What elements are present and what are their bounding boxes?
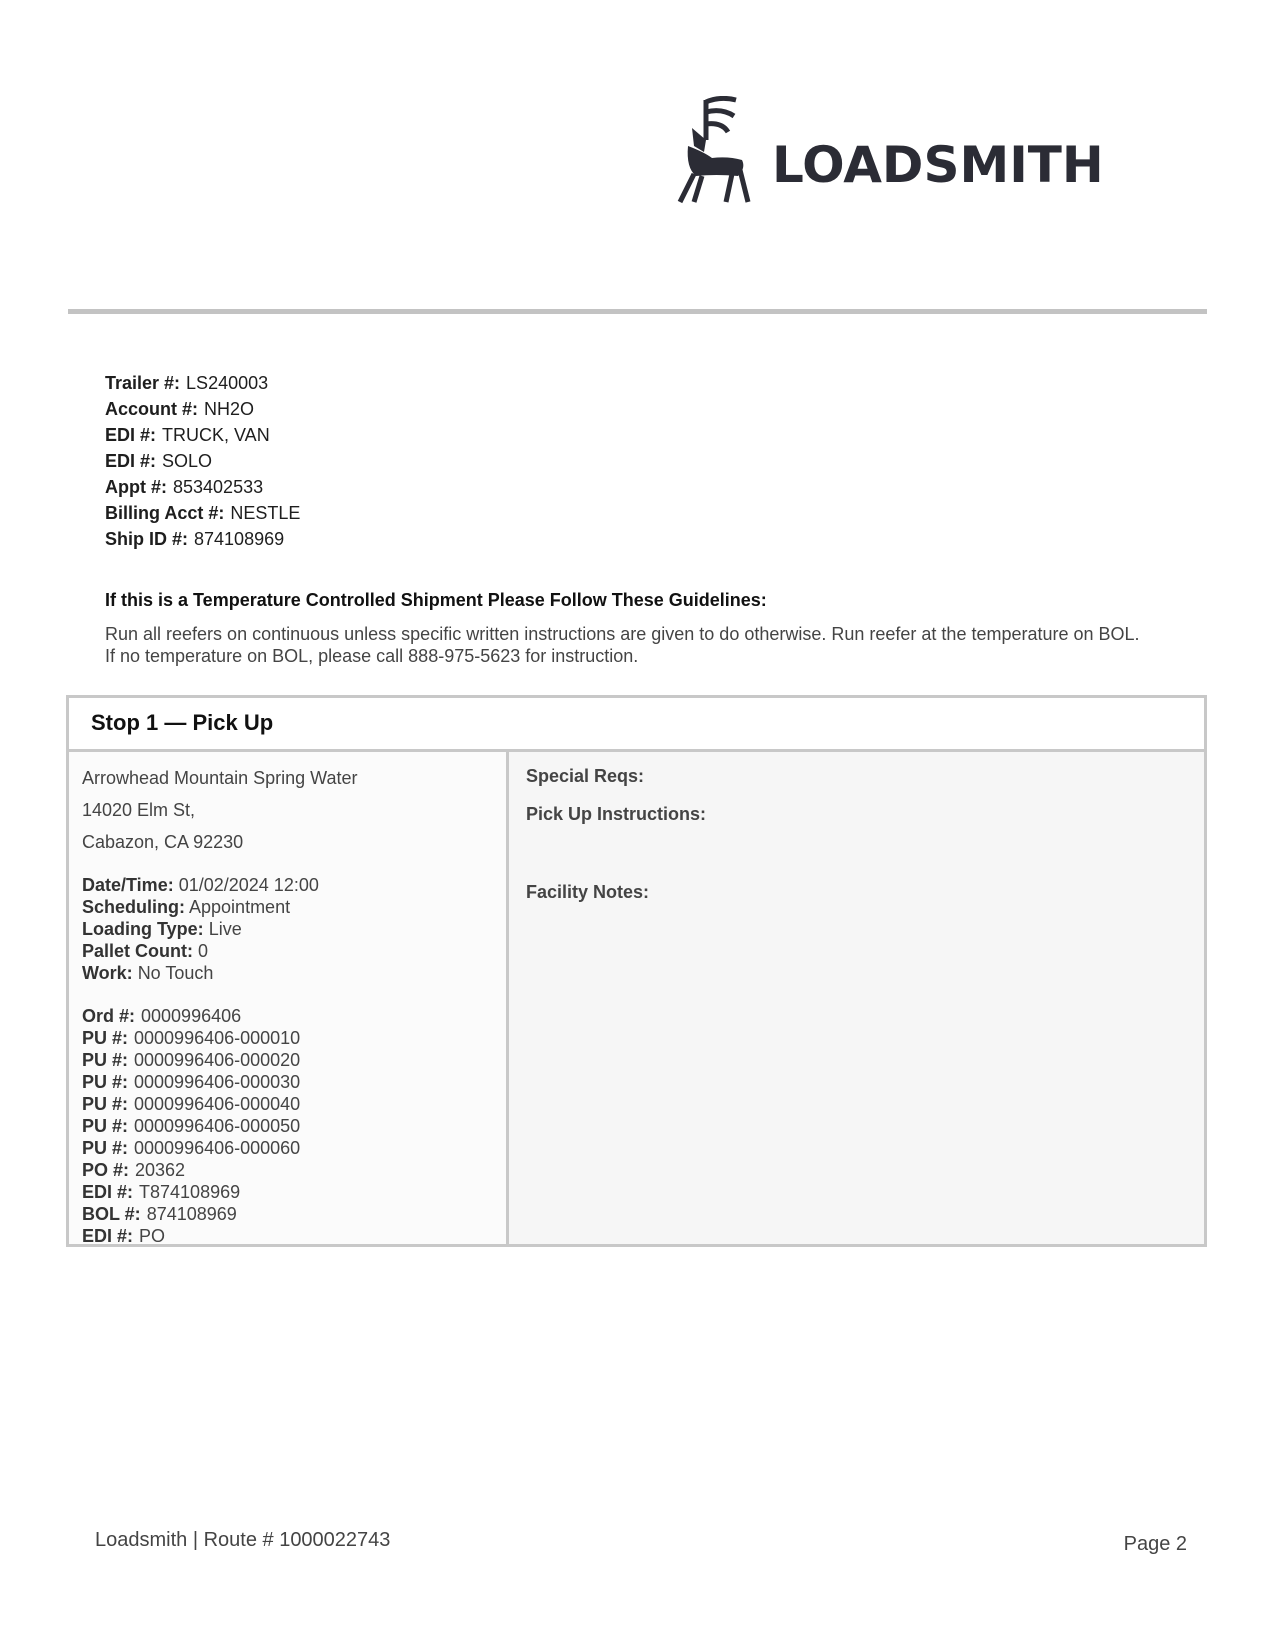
- stop-location-column: [69, 752, 509, 1244]
- brand-logo: [676, 96, 1156, 206]
- facility-street: 14020 Elm St,: [82, 800, 196, 820]
- header-divider: [68, 309, 1207, 314]
- ref-po: PO #: 20362: [82, 1160, 186, 1180]
- detail-scheduling: Scheduling: Appointment: [82, 897, 291, 917]
- detail-work: Work: No Touch: [82, 963, 214, 983]
- ref-pu-3: PU #: 0000996406-000030: [82, 1072, 301, 1092]
- footer-route: Loadsmith | Route # 1000022743: [95, 1529, 391, 1551]
- detail-loading-type: Loading Type: Live: [82, 919, 242, 939]
- meta-row-edi-equipment: EDI #: TRUCK, VAN: [105, 425, 270, 445]
- facility-name: Arrowhead Mountain Spring Water: [82, 768, 358, 788]
- brand-name: LOADSMITH: [772, 136, 1104, 194]
- stop-details: [82, 874, 319, 984]
- meta-row-billing-acct: Billing Acct #: NESTLE: [105, 503, 301, 523]
- guidelines-line-1: Run all reefers on continuous unless specific written instructions are given to do otherwise. Run reefer at the temperature on BOL.: [105, 624, 1140, 644]
- facility-city: Cabazon, CA 92230: [82, 832, 244, 852]
- meta-row-edi-driver: EDI #: SOLO: [105, 451, 213, 471]
- ref-edi-1: EDI #: T874108969: [82, 1182, 241, 1202]
- stop-card: [66, 695, 1207, 1247]
- guidelines-text: [105, 623, 1215, 667]
- pickup-instructions-label: Pick Up Instructions:: [526, 804, 707, 824]
- guidelines-line-2: If no temperature on BOL, please call 888-975-5623 for instruction.: [105, 646, 639, 666]
- ref-edi-2: EDI #: PO: [82, 1226, 166, 1246]
- ref-pu-6: PU #: 0000996406-000060: [82, 1138, 301, 1158]
- stop-header: [69, 698, 1204, 752]
- stop-title: Stop 1 — Pick Up: [91, 710, 274, 735]
- stop-notes-column: [509, 752, 1204, 1244]
- meta-row-ship-id: Ship ID #: 874108969: [105, 529, 285, 549]
- ref-pu-2: PU #: 0000996406-000020: [82, 1050, 301, 1070]
- stop-reference-ids: [82, 1005, 300, 1247]
- special-reqs-label: Special Reqs:: [526, 766, 645, 786]
- ref-ord: Ord #: 0000996406: [82, 1006, 242, 1026]
- shipment-meta: [105, 370, 300, 552]
- ref-bol: BOL #: 874108969: [82, 1204, 237, 1224]
- stag-logo-icon: [676, 96, 756, 204]
- detail-pallet-count: Pallet Count: 0: [82, 941, 209, 961]
- ref-pu-4: PU #: 0000996406-000040: [82, 1094, 301, 1114]
- meta-row-appt: Appt #: 853402533: [105, 477, 264, 497]
- guidelines-title: If this is a Temperature Controlled Shipment Please Follow These Guidelines:: [105, 590, 767, 610]
- meta-row-account: Account #: NH2O: [105, 399, 255, 419]
- footer-page-number: Page 2: [1123, 1533, 1187, 1555]
- facility-notes-label: Facility Notes:: [526, 882, 650, 902]
- ref-pu-1: PU #: 0000996406-000010: [82, 1028, 301, 1048]
- ref-pu-5: PU #: 0000996406-000050: [82, 1116, 301, 1136]
- meta-row-trailer: Trailer #: LS240003: [105, 373, 269, 393]
- detail-datetime: Date/Time: 01/02/2024 12:00: [82, 875, 319, 895]
